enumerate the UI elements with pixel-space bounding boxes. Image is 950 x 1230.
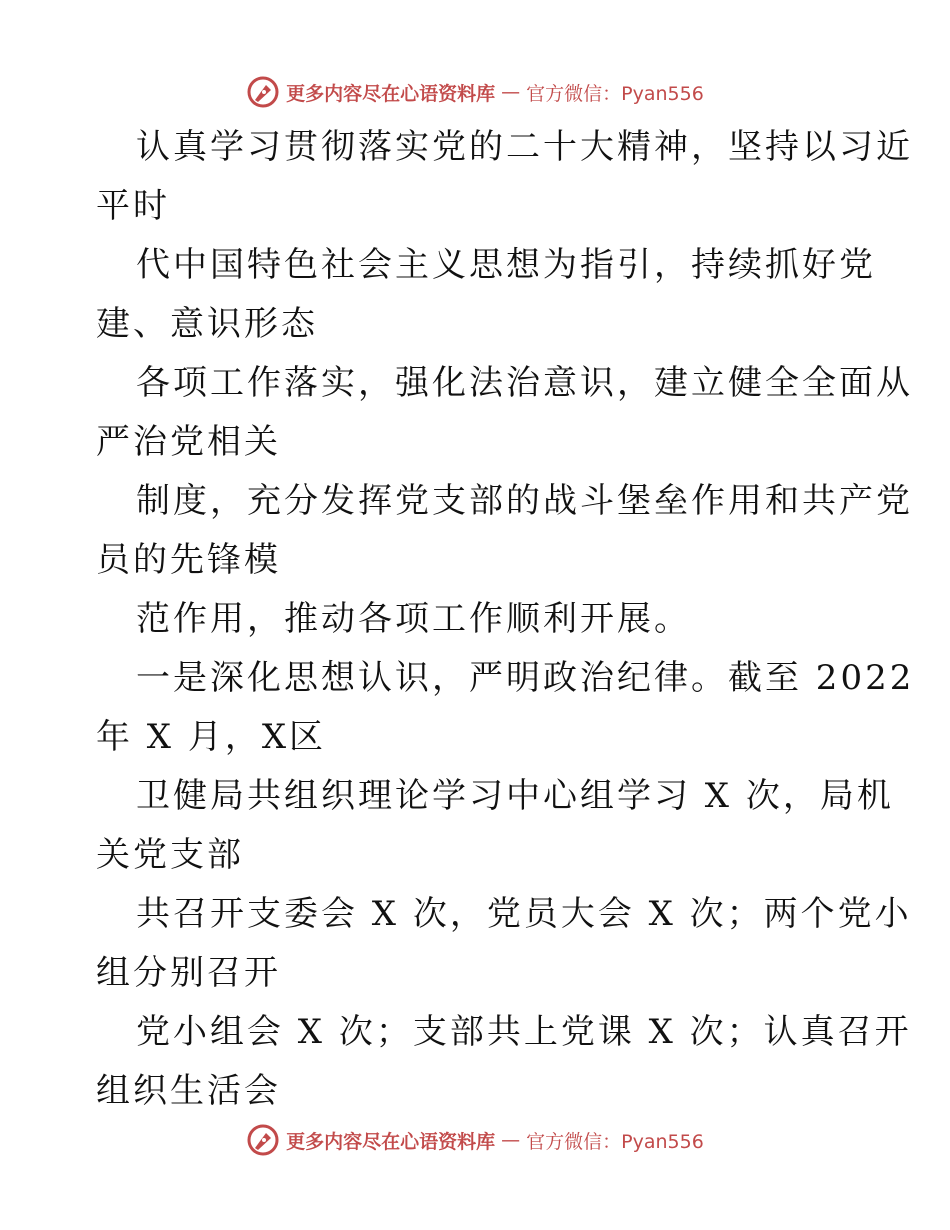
- watermark-contact: 官方微信：Pyan556: [526, 82, 704, 105]
- paragraph-line: 组织生活会: [96, 1071, 281, 1111]
- paragraph-line: 共召开支委会 X 次，党员大会 X 次；两个党小: [136, 894, 912, 934]
- watermark-separator: —: [501, 81, 521, 103]
- watermark-brand: 更多内容尽在心语资料库: [286, 1130, 496, 1153]
- paragraph-line: 代中国特色社会主义思想为指引，持续抓好党: [136, 245, 876, 285]
- paragraph-line: 关党支部: [96, 835, 244, 875]
- watermark-contact: 官方微信：Pyan556: [526, 1130, 704, 1153]
- paragraph-line: 卫健局共组织理论学习中心组学习 X 次，局机: [136, 776, 894, 816]
- paragraph-line: 平时: [96, 186, 170, 226]
- document-body: [96, 118, 915, 1121]
- pen-nib-logo-icon: [246, 75, 280, 109]
- paragraph-line: 建、意识形态: [96, 304, 318, 344]
- watermark-brand: 更多内容尽在心语资料库: [286, 82, 496, 105]
- header-watermark: [0, 72, 950, 112]
- paragraph-line: 认真学习贯彻落实党的二十大精神，坚持以习近: [136, 127, 913, 167]
- paragraph-line: 制度，充分发挥党支部的战斗堡垒作用和共产党: [136, 481, 913, 521]
- paragraph-line: 党小组会 X 次；支部共上党课 X 次；认真召开: [136, 1012, 912, 1052]
- paragraph-line: 员的先锋模: [96, 540, 281, 580]
- paragraph-line: 年 X 月，X区: [96, 717, 327, 757]
- paragraph-line: 各项工作落实，强化法治意识，建立健全全面从: [136, 363, 913, 403]
- paragraph-line: 组分别召开: [96, 953, 281, 993]
- paragraph-line: 一是深化思想认识，严明政治纪律。截至 2022: [136, 658, 915, 698]
- paragraph-line: 严治党相关: [96, 422, 281, 462]
- pen-nib-logo-icon: [246, 1123, 280, 1157]
- watermark-separator: —: [501, 1129, 521, 1151]
- paragraph-line: 范作用，推动各项工作顺利开展。: [136, 599, 691, 639]
- footer-watermark: [0, 1120, 950, 1160]
